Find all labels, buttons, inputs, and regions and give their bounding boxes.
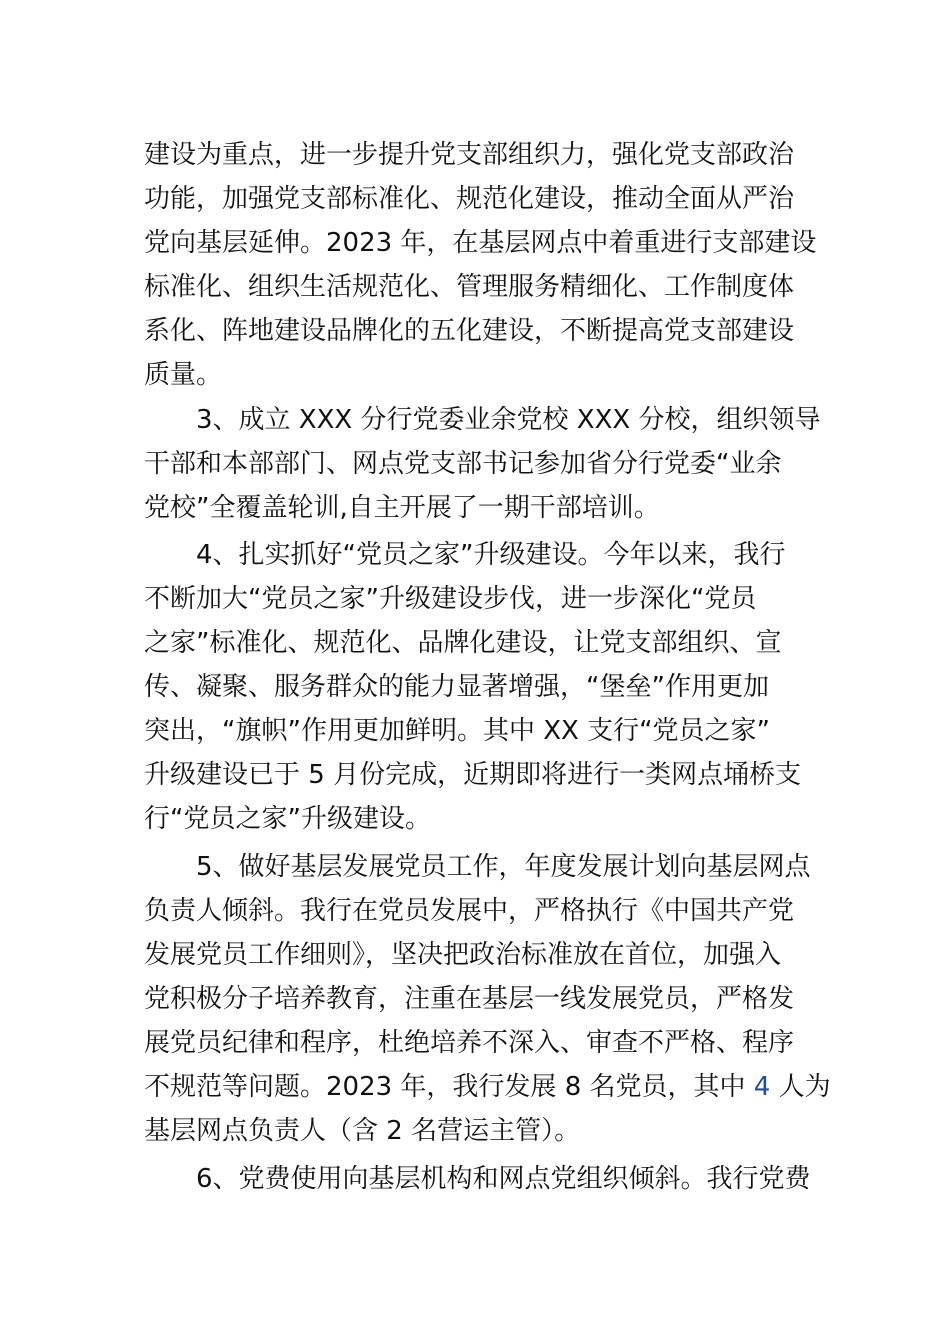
text-line: 质量。 xyxy=(144,360,223,390)
paragraph-4-start: 4、扎实抓好“党员之家”升级建设。今年以来，我行 xyxy=(196,540,786,570)
text-line-with-highlight xyxy=(144,1065,831,1109)
text-line: 突出，“旗帜”作用更加鲜明。其中 XX 支行“党员之家” xyxy=(144,716,771,746)
text-line: 之家”标准化、规范化、品牌化建设，让党支部组织、宣 xyxy=(144,628,782,658)
paragraph-6-start: 6、党费使用向基层机构和网点党组织倾斜。我行党费 xyxy=(196,1164,811,1194)
text-line: 建设为重点，进一步提升党支部组织力，强化党支部政治 xyxy=(144,140,795,170)
text-line: 发展党员工作细则》，坚决把政治标准放在首位，加强入 xyxy=(144,940,782,970)
text-line: 负责人倾斜。我行在党员发展中，严格执行《中国共产党 xyxy=(144,896,795,926)
text-segment: 不规范等问题。2023 年，我行发展 8 名党员，其中 xyxy=(144,1072,746,1102)
paragraph-3-start: 3、成立 XXX 分行党委业余党校 XXX 分校，组织领导 xyxy=(196,405,821,435)
text-line: 传、凝聚、服务群众的能力显著增强，“堡垒”作用更加 xyxy=(144,672,769,702)
highlight-number: 4 xyxy=(753,1072,771,1102)
text-line: 行“党员之家”升级建设。 xyxy=(144,804,431,834)
text-line: 党积极分子培养教育，注重在基层一线发展党员，严格发 xyxy=(144,984,795,1014)
text-line: 干部和本部部门、网点党支部书记参加省分行党委“业余 xyxy=(144,449,782,479)
text-line: 标准化、组织生活规范化、管理服务精细化、工作制度体 xyxy=(144,272,795,302)
text-line: 展党员纪律和程序，杜绝培养不深入、审查不严格、程序 xyxy=(144,1028,795,1058)
text-line: 功能，加强党支部标准化、规范化建设，推动全面从严治 xyxy=(144,184,795,214)
text-segment: 人为 xyxy=(770,1072,831,1102)
text-line: 党校”全覆盖轮训,自主开展了一期干部培训。 xyxy=(144,493,660,523)
text-line: 系化、阵地建设品牌化的五化建设，不断提高党支部建设 xyxy=(144,316,795,346)
paragraph-5-start: 5、做好基层发展党员工作，年度发展计划向基层网点 xyxy=(196,852,811,882)
text-line: 不断加大“党员之家”升级建设步伐，进一步深化“党员 xyxy=(144,584,757,614)
text-line: 基层网点负责人（含 2 名营运主管）。 xyxy=(144,1116,581,1146)
text-line: 升级建设已于 5 月份完成，近期即将进行一类网点埇桥支 xyxy=(144,760,802,790)
text-line: 党向基层延伸。2023 年，在基层网点中着重进行支部建设 xyxy=(144,228,817,258)
